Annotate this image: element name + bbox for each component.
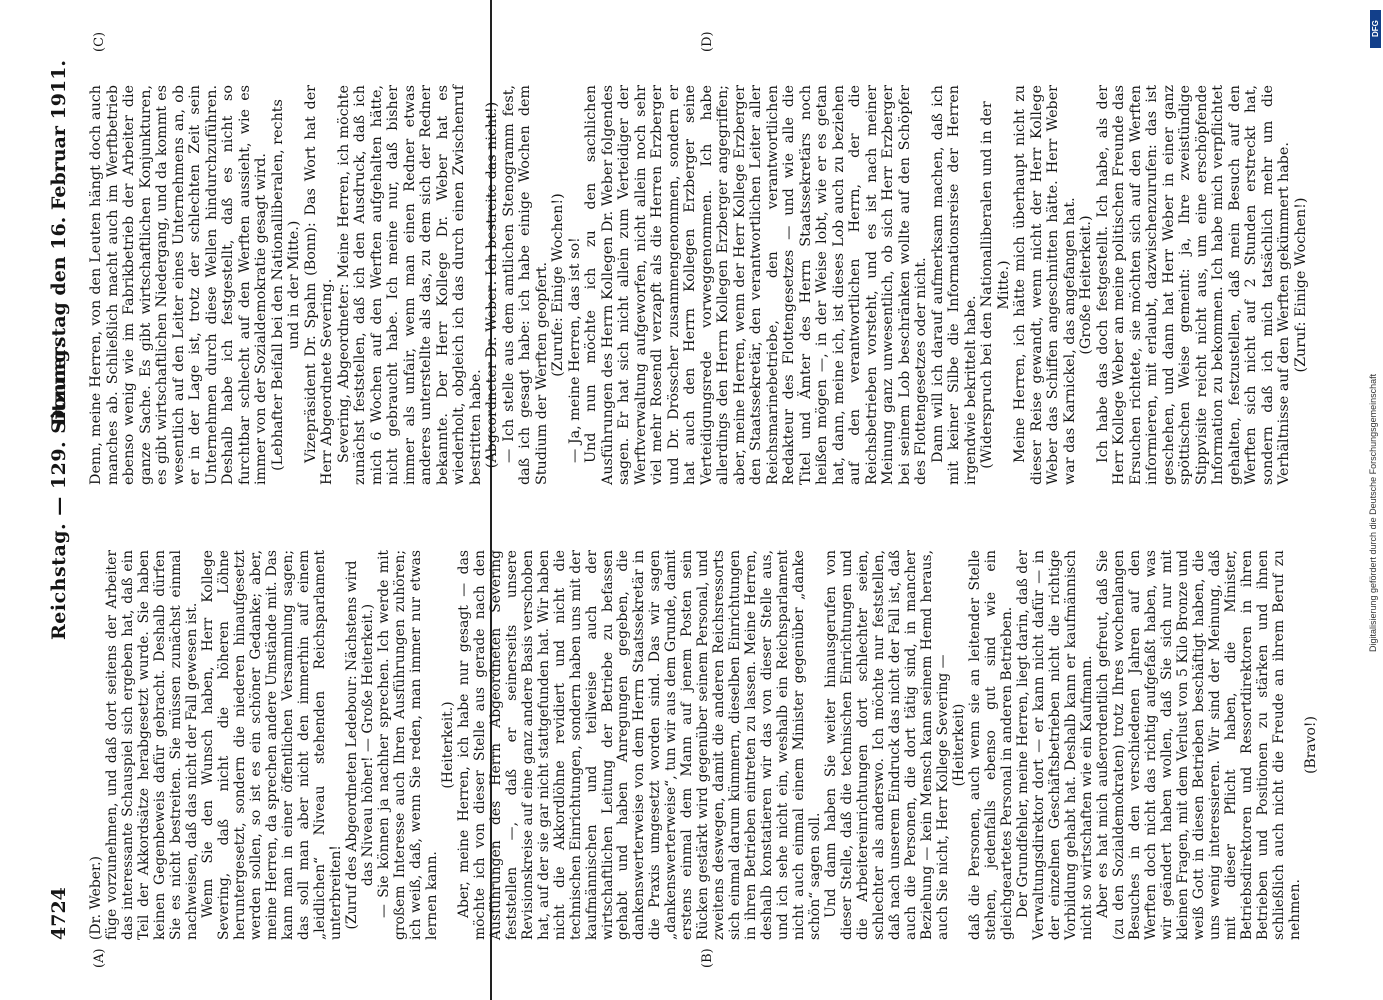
- margin-mark-c: (C): [92, 31, 107, 52]
- paragraph: Aber, meine Herren, ich habe nur gesagt — das möchte ich von dieser Stelle aus gerade nach den Ausführungen des Herrn Abgeordneten Severing feststellen —, daß er seinerseits unsere Revisionskreise auf eine ganz andere Basis verschoben hat, auf der sie gar nicht stattgefunden hat. Wir haben nicht die Akkordlöhne revidiert und nicht die technischen Einrichtungen, sondern haben uns mit der kaufmännischen und teilweise auch der wirtschaftlichen Leitung der Betriebe zu befassen gehabt und haben Anregungen gegeben, die dankenswerterweise von dem Herrn Staatssekretär in die Praxis umgesetzt worden sind. Das wir sagen „dankenswerterweise“, tun wir aus dem Grunde, damit erstens einmal dem Mann auf jenem Posten sein Rücken gestärkt wird gegenüber seinem Personal, und zweitens deswegen, damit die anderen Reichsressorts sich einmal darum kümmern, dieselben Einrichtungen in ihren Betrieben eintreten zu lassen. Meine Herren, deshalb konstatieren wir das von dieser Stelle aus, und ich sehe nicht ein, weshalb ein Reichsparlament nicht auch einmal einem Minister gegenüber „danke schön“ sagen soll.: [455, 550, 824, 940]
- text-column-left: [88, 550, 1319, 940]
- paragraph: — Sie können ja nachher sprechen. Ich werde mit großem Interesse auch Ihren Ausführungen zuhören; ich weiß, daß, wenn Sie reden, man immer nur etwas lernen kann.: [375, 550, 440, 940]
- paragraph: daß die Personen, auch wenn sie an leitender Stelle stehen, jedenfalls ebenso gut sind wie ein gleichgeartetes Personal in anderen Betrieben.: [967, 550, 1016, 940]
- paragraph: Dann will ich darauf aufmerksam machen, daß ich mit keiner Silbe die Informationsreise der Herren irgendwie bekrittelt habe.: [929, 85, 979, 485]
- paragraph: Vizepräsident Dr. Spahn (Bonn): Das Wort hat der Herr Abgeordnete Severing.: [302, 85, 335, 485]
- interjection: (Bravo!): [1302, 716, 1319, 774]
- paragraph: Denn, meine Herren, von den Leuten hängt doch auch manches ab. Schließlich macht auch im Werftbetrieb ebenso wenig wie im Fabrikbetrieb der Arbeiter die ganze Sache. Es gibt wirtschaftlichen Konjunkturen, es gibt wirtschaftlichen Niedergang, und da kommt es wesentlich auf den Leiter eines Unternehmens an, ob er in der Lage ist, trotz der schlechten Zeit sein Unternehmen durch diese Wellen hindurchzuführen. Deshalb habe ich festgestellt, daß es nicht so furchtbar schlecht auf den Werften aussieht, wie es immer von der Sozialdemokratie gesagt wird.: [88, 85, 269, 485]
- paragraph: Und nun möchte ich zu den sachlichen Ausführungen des Herrn Kollegen Dr. Weber folgendes sagen. Er hat sich nicht allein zum Verteidiger der Werftverwaltung aufgeworfen, nicht allein noch sehr viel mehr Rosendl verzapft als die Herren Erzberger und Dr. Drösscher zusammengenommen, sondern er hat auch den Herrn Kollegen Erzberger seine Verteidigungsrede vorweggenommen. Ich habe allerdings den Herrn Kollegen Erzberger angegriffen; aber, meine Herren, wenn der Herr Kollege Erzberger den Staatssekretär, den verantwortlichen Leiter aller Reichsmarinebetriebe, den verantwortlichen Redakteur des Flottengesetzes — und wie alle die Titel und Ämter des Herrn Staatssekretärs noch heißen mögen —, in der Weise lobt, wie er es getan hat, dann, meine ich, ist dieses Lob auch zu beziehen auf den verantwortlichen Herrn, der die Reichsbetrieben vorsteht, und es ist nach meiner Meinung ganz unwesentlich, ob sich Herr Erzberger bei seinem Lob beschränken wollte auf den Schöpfer des Flottengesetzes oder nicht.: [583, 85, 929, 485]
- paragraph: Aber es hat mich außerordentlich gefreut, daß Sie (zu den Sozialdemokraten) trotz Ihres wochenlangen Besuches in den verschiedenen Jahren auf den Werften doch nicht das richtig aufgefaßt haben, was wir geändert haben wollen, daß Sie sich nur mit kleinen Fragen, mit dem Verlust von 5 Kilo Bronze und weiß Gott in diesen Betrieben beschäftigt haben, die uns wenig interessieren. Wir sind der Meinung, daß mit dieser Pflicht haben, die Minister, Betriebsdirektoren und Ressortdirektoren in ihren Betrieben und Positionen zu stärken und ihnen schließlich auch nicht die Freude an ihrem Beruf zu nehmen.: [1095, 550, 1303, 940]
- paragraph: — Ja, meine Herren, das ist so!: [566, 237, 583, 463]
- interjection: (Heiterkeit): [951, 703, 968, 787]
- page-number: 4724: [48, 887, 70, 940]
- paragraph: Ich habe das doch festgestellt. Ich habe, als der Herr Kollege Weber an meine politischen Freunde das Ersuchen richtete, sie möchten sich auf den Werften informieren, mit erlaubt, dazwischenzurufen: das ist geschehen, und dann hat Herr Weber in einer ganz spöttischen Weise gemeint: ja, Ihre zweistündige Stippvisite reicht nicht aus, um eine erschöpfende Information zu bekommen. Ich habe mich verpflichtet gehalten, festzustellen, daß mein Besuch auf den Werften sich nicht auf 2 Stunden erstreckt hat, sondern daß ich mich tatsächlich mehr um die Verhältnisse auf den Werften gekümmert habe.: [1094, 85, 1292, 485]
- interjection: (Große Heiterkeit.): [1078, 215, 1094, 355]
- margin-mark-d: (D): [700, 31, 715, 52]
- paragraph: Severing, Abgeordneter: Meine Herren, ich möchte zunächst feststellen, daß ich den Ausdruck, daß ich mich 6 Wochen auf den Werften aufgehalten hätte, nicht gebraucht habe. Ich meine nur, daß bisher immer als unfair, wenn man einen Redner etwas anderes unterstellte als das, zu dem sich der Redner bekannte. Der Herr Kollege Dr. Weber hat es wiederholt, obgleich ich das durch einen Zwischenruf bestritten habe.: [335, 85, 484, 485]
- interjection: (Abgeordneter Dr. Weber: Ich bestreite das nicht!): [484, 101, 500, 469]
- interjection: (Lebhafter Beifall bei den Nationalliberalen, rechts und in der Mitte.): [269, 99, 302, 471]
- speaker-label: (Dr. Weber.): [88, 856, 104, 940]
- text-column-right: [88, 85, 1309, 485]
- interjection: (Widerspruch bei den Nationalliberalen und in der Mitte.): [979, 101, 1012, 469]
- paragraph: Der Grundfehler, meine Herren, liegt darin, daß der Verwaltungsdirektor dort — er kann nicht dafür — in der einzelnen Geschäftsbetrieben nicht die richtige Vorbildung gehabt hat. Deshalb kann er kaufmännisch nicht so wirtschaften wie ein Kaufmann.: [1015, 550, 1096, 940]
- paragraph: Meine Herren, ich hätte mich überhaupt nicht zu dieser Reise gewandt, wenn nicht der Herr Kollege Weber das Schiffen angeschnitten hätte. Herr Weber war das Karnickel, das angefangen hat.: [1012, 85, 1078, 485]
- margin-mark-b: (B): [700, 948, 715, 968]
- dfg-logo: DFG: [1370, 10, 1381, 48]
- digitization-note: Digitalisierung gefördert durch die Deutsche Forschungsgemeinschaft: [1368, 373, 1378, 652]
- session-title: Reichstag. — 129. Sitzung.: [48, 341, 70, 640]
- page-header: [48, 60, 78, 940]
- paragraph: — Ich stelle aus dem amtlichen Stenogramm fest, daß ich gesagt habe: ich habe einige Wochen dem Studium der Werften geopfert.: [500, 85, 550, 485]
- paragraph: Und dann haben Sie weiter hinausgerufen von dieser Stelle, daß die technischen Einrichtungen und die Arbeitereinrichtungen dort schlechter seien, schlechter als anderswo. Ich möchte nur feststellen, daß nach unserem Eindruck das nicht der Fall ist, daß auch die Personen, die dort tätig sind, in mancher Beziehung — kein Mensch kann seinem Hemd heraus, auch Sie nicht, Herr Kollege Severing —: [823, 550, 952, 940]
- interjection: (Zuruf: Einige Wochen!): [1292, 197, 1309, 373]
- interjection: (Zuruf des Abgeordneten Ledebour: Nächstens wird das Niveau höher! — Große Heiterkeit.): [343, 560, 376, 930]
- interjection: (Zurufe: Einige Wochen!): [550, 193, 566, 377]
- paragraph: Wenn Sie den Wunsch haben, Herr Kollege Severing, daß nicht die höheren Löhne heruntergesetzt, sondern die niederen hinaufgesetzt werden sollen, so ist es ein schöner Gedanke; aber, meine Herren, da sprechen andere Umstände mit. Das kann man in einer öffentlichen Versammlung sagen; das soll man aber nicht den immerhin auf einem „leidlichen“ Niveau stehenden Reichsparlament unterbreiten!: [199, 550, 344, 940]
- session-date: Donnerstag den 16. Februar 1911.: [48, 60, 70, 427]
- paragraph: füge vorzunehmen, und daß dort seitens der Arbeiter das interessante Schauspiel sich ergeben hat, daß ein Teil der Akkordsätze herabgesetzt wurde. Sie haben keinen Gegenbeweis dafür gebracht. Deshalb dürfen Sie es nicht bestreiten. Sie müssen zunächst einmal nachweisen, daß das nicht der Fall gewesen ist.: [103, 550, 200, 940]
- interjection: (Heiterkeit.): [439, 701, 456, 789]
- margin-mark-a: (A): [92, 948, 107, 968]
